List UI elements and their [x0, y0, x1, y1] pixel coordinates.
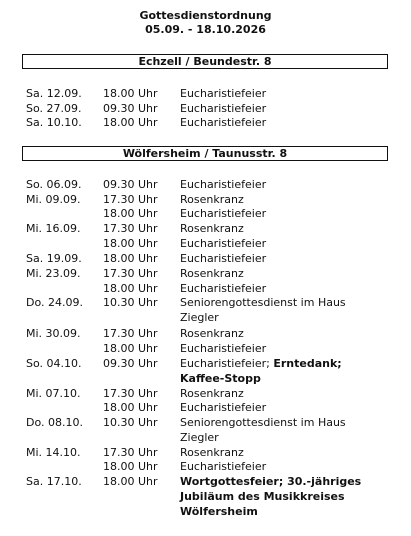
table-row — [0, 115, 411, 130]
table-row — [0, 504, 411, 519]
row-time: 18.00 Uhr — [103, 237, 158, 250]
row-time: 18.00 Uhr — [103, 282, 158, 295]
row-description — [180, 504, 258, 519]
row-description: Eucharistiefeier — [180, 460, 267, 473]
table-row — [0, 281, 411, 296]
section-header-echzell: Echzell / Beundestr. 8 — [22, 54, 388, 69]
row-description: Rosenkranz — [180, 387, 244, 400]
table-row — [0, 430, 411, 445]
row-description — [180, 371, 261, 386]
row-time: 17.30 Uhr — [103, 327, 158, 340]
row-description: Eucharistiefeier — [180, 252, 267, 265]
row-time: 18.00 Uhr — [103, 342, 158, 355]
row-description-highlight: Wortgottesfeier; 30.-jähriges — [180, 475, 362, 488]
table-row — [0, 326, 411, 341]
table-row — [0, 192, 411, 207]
row-description: Rosenkranz — [180, 267, 244, 280]
row-description: Ziegler — [180, 431, 219, 444]
row-description: Eucharistiefeier — [180, 178, 267, 191]
row-time: 09.30 Uhr — [103, 102, 158, 115]
row-date: So. 27.09. — [26, 102, 82, 115]
table-row — [0, 459, 411, 474]
row-date: Sa. 17.10. — [26, 475, 82, 488]
table-row — [0, 206, 411, 221]
table-row — [0, 221, 411, 236]
row-description: Eucharistiefeier — [180, 102, 267, 115]
row-time: 09.30 Uhr — [103, 357, 158, 370]
row-description: Seniorengottesdienst im Haus — [180, 416, 346, 429]
row-description-highlight: Kaffee-Stopp — [180, 372, 261, 385]
row-description: Eucharistiefeier — [180, 282, 267, 295]
table-row — [0, 445, 411, 460]
row-date: Do. 24.09. — [26, 296, 83, 309]
row-description: Eucharistiefeier — [180, 116, 267, 129]
row-description: Rosenkranz — [180, 193, 244, 206]
row-description-highlight: Erntedank; — [273, 357, 342, 370]
row-date: Sa. 12.09. — [26, 87, 82, 100]
table-row — [0, 251, 411, 266]
row-time: 18.00 Uhr — [103, 252, 158, 265]
row-description: Eucharistiefeier — [180, 237, 267, 250]
row-description: Eucharistiefeier — [180, 87, 267, 100]
table-row — [0, 371, 411, 386]
row-time: 17.30 Uhr — [103, 446, 158, 459]
table-row — [0, 341, 411, 356]
row-time: 18.00 Uhr — [103, 207, 158, 220]
table-row — [0, 310, 411, 325]
row-time: 17.30 Uhr — [103, 193, 158, 206]
table-row — [0, 236, 411, 251]
table-row — [0, 101, 411, 116]
row-time: 18.00 Uhr — [103, 401, 158, 414]
row-date: So. 06.09. — [26, 178, 82, 191]
row-time: 17.30 Uhr — [103, 222, 158, 235]
table-row — [0, 400, 411, 415]
row-date: Sa. 19.09. — [26, 252, 82, 265]
row-description: Eucharistiefeier — [180, 401, 267, 414]
row-time: 17.30 Uhr — [103, 267, 158, 280]
row-date: Sa. 10.10. — [26, 116, 82, 129]
row-description: Rosenkranz — [180, 222, 244, 235]
row-description: Rosenkranz — [180, 446, 244, 459]
row-time: 18.00 Uhr — [103, 460, 158, 473]
table-row — [0, 474, 411, 489]
row-time: 10.30 Uhr — [103, 416, 158, 429]
document-period: 05.09. - 18.10.2026 — [145, 23, 266, 36]
table-row — [0, 415, 411, 430]
row-time: 09.30 Uhr — [103, 178, 158, 191]
table-row — [0, 386, 411, 401]
row-description — [180, 356, 342, 371]
row-description: Eucharistiefeier — [180, 342, 267, 355]
row-date: So. 04.10. — [26, 357, 82, 370]
table-row — [0, 489, 411, 504]
row-date: Mi. 30.09. — [26, 327, 81, 340]
row-date: Mi. 07.10. — [26, 387, 81, 400]
row-date: Mi. 16.09. — [26, 222, 81, 235]
row-description: Ziegler — [180, 311, 219, 324]
row-date: Mi. 14.10. — [26, 446, 81, 459]
row-time: 10.30 Uhr — [103, 296, 158, 309]
table-row — [0, 177, 411, 192]
row-description: Seniorengottesdienst im Haus — [180, 296, 346, 309]
table-row — [0, 86, 411, 101]
table-row — [0, 266, 411, 281]
row-description — [180, 474, 361, 489]
row-description — [180, 489, 345, 504]
row-time: 18.00 Uhr — [103, 116, 158, 129]
row-time: 18.00 Uhr — [103, 475, 158, 488]
row-description-highlight: Jubiläum des Musikkreises — [180, 490, 345, 503]
row-description: Rosenkranz — [180, 327, 244, 340]
table-row — [0, 356, 411, 371]
row-date: Mi. 09.09. — [26, 193, 81, 206]
row-description-text: Eucharistiefeier; — [180, 357, 274, 370]
table-row — [0, 295, 411, 310]
row-time: 17.30 Uhr — [103, 387, 158, 400]
row-date: Do. 08.10. — [26, 416, 83, 429]
section-header-woelfersheim: Wölfersheim / Taunusstr. 8 — [22, 146, 388, 161]
row-description: Eucharistiefeier — [180, 207, 267, 220]
row-time: 18.00 Uhr — [103, 87, 158, 100]
row-description-highlight: Wölfersheim — [180, 505, 258, 518]
document-title: Gottesdienstordnung — [139, 9, 272, 22]
row-date: Mi. 23.09. — [26, 267, 81, 280]
